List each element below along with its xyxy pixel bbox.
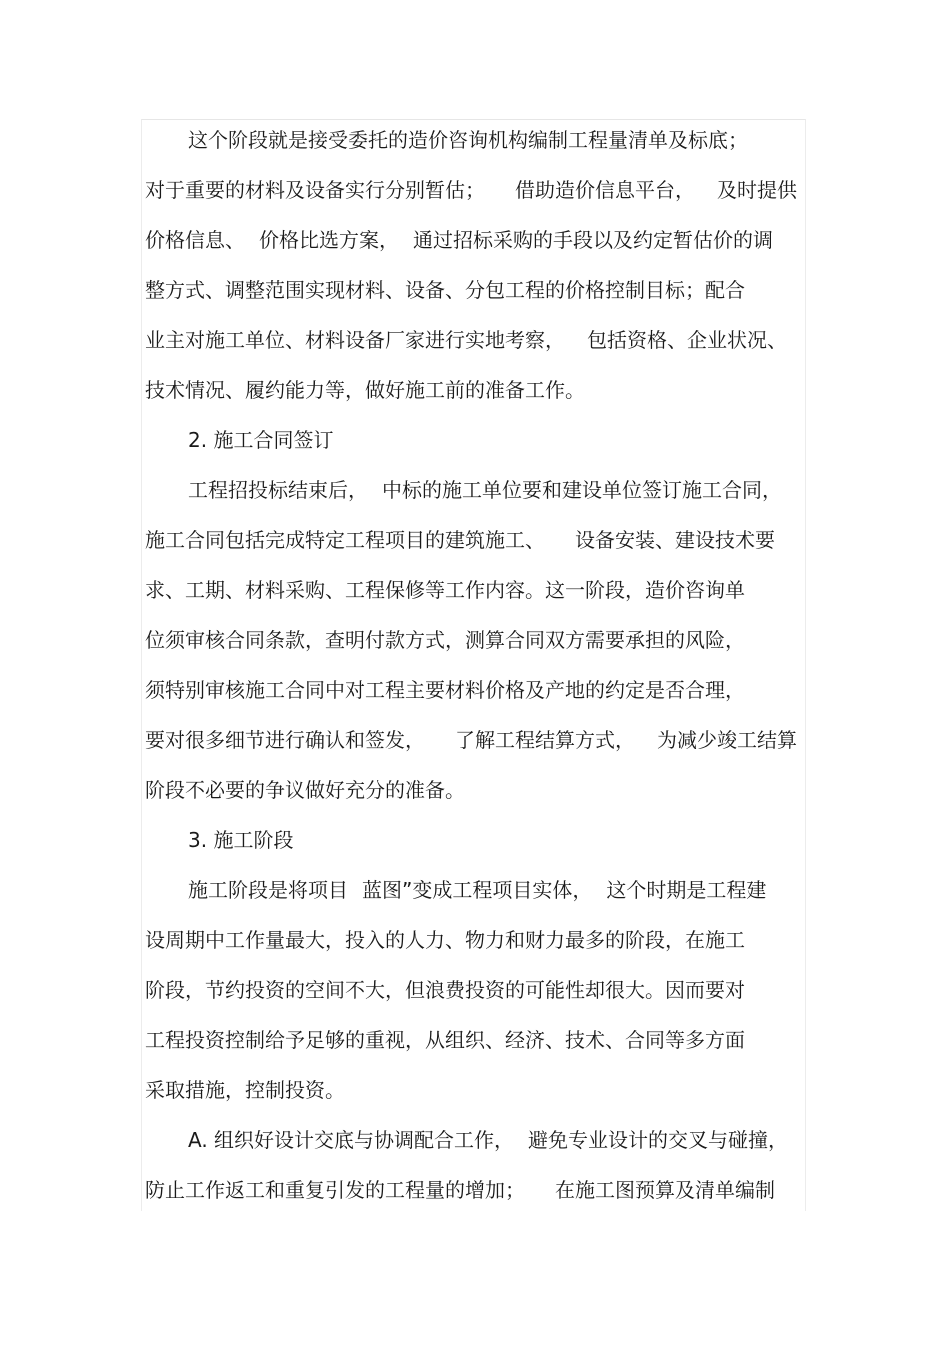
text-line-16: 施工阶段是将项目 蓝图”变成工程项目实体， 这个时期是工程建 — [188, 878, 767, 902]
text-line-11: 位须审核合同条款，查明付款方式，测算合同双方需要承担的风险， — [145, 628, 745, 652]
text-line-8: 工程招投标结束后， 中标的施工单位要和建设单位签订施工合同， — [188, 478, 782, 502]
text-line-3: 价格信息、 价格比选方案， 通过招标采购的手段以及约定暂估价的调 — [145, 228, 773, 252]
text-line-20: 采取措施，控制投资。 — [145, 1078, 345, 1102]
text-line-18: 阶段，节约投资的空间不大，但浪费投资的可能性却很大。因而要对 — [145, 978, 745, 1002]
text-line-5: 业主对施工单位、材料设备厂家进行实地考察， 包括资格、企业状况、 — [145, 328, 787, 352]
text-line-22: 防止工作返工和重复引发的工程量的增加； 在施工图预算及清单编制 — [145, 1178, 775, 1202]
text-line-12: 须特别审核施工合同中对工程主要材料价格及产地的约定是否合理， — [145, 678, 745, 702]
text-line-10: 求、工期、材料采购、工程保修等工作内容。这一阶段，造价咨询单 — [145, 578, 745, 602]
text-line-4: 整方式、调整范围实现材料、设备、分包工程的价格控制目标；配合 — [145, 278, 745, 302]
text-line-13: 要对很多细节进行确认和签发， 了解工程结算方式， 为减少竣工结算 — [145, 728, 797, 752]
text-line-9: 施工合同包括完成特定工程项目的建筑施工、 设备安装、建设技术要 — [145, 528, 775, 552]
section-heading-3: 3. 施工阶段 — [188, 828, 294, 852]
text-line-1: 这个阶段就是接受委托的造价咨询机构编制工程量清单及标底； — [188, 128, 748, 152]
section-heading-2: 2. 施工合同签订 — [188, 428, 334, 452]
text-line-19: 工程投资控制给予足够的重视，从组织、经济、技术、合同等多方面 — [145, 1028, 745, 1052]
text-line-21: A. 组织好设计交底与协调配合工作， 避免专业设计的交叉与碰撞， — [188, 1128, 789, 1152]
text-line-2: 对于重要的材料及设备实行分别暂估； 借助造价信息平台， 及时提供 — [145, 178, 797, 202]
text-line-17: 设周期中工作量最大，投入的人力、物力和财力最多的阶段，在施工 — [145, 928, 745, 952]
text-line-14: 阶段不必要的争议做好充分的准备。 — [145, 778, 465, 802]
text-line-6: 技术情况、履约能力等，做好施工前的准备工作。 — [145, 378, 585, 402]
